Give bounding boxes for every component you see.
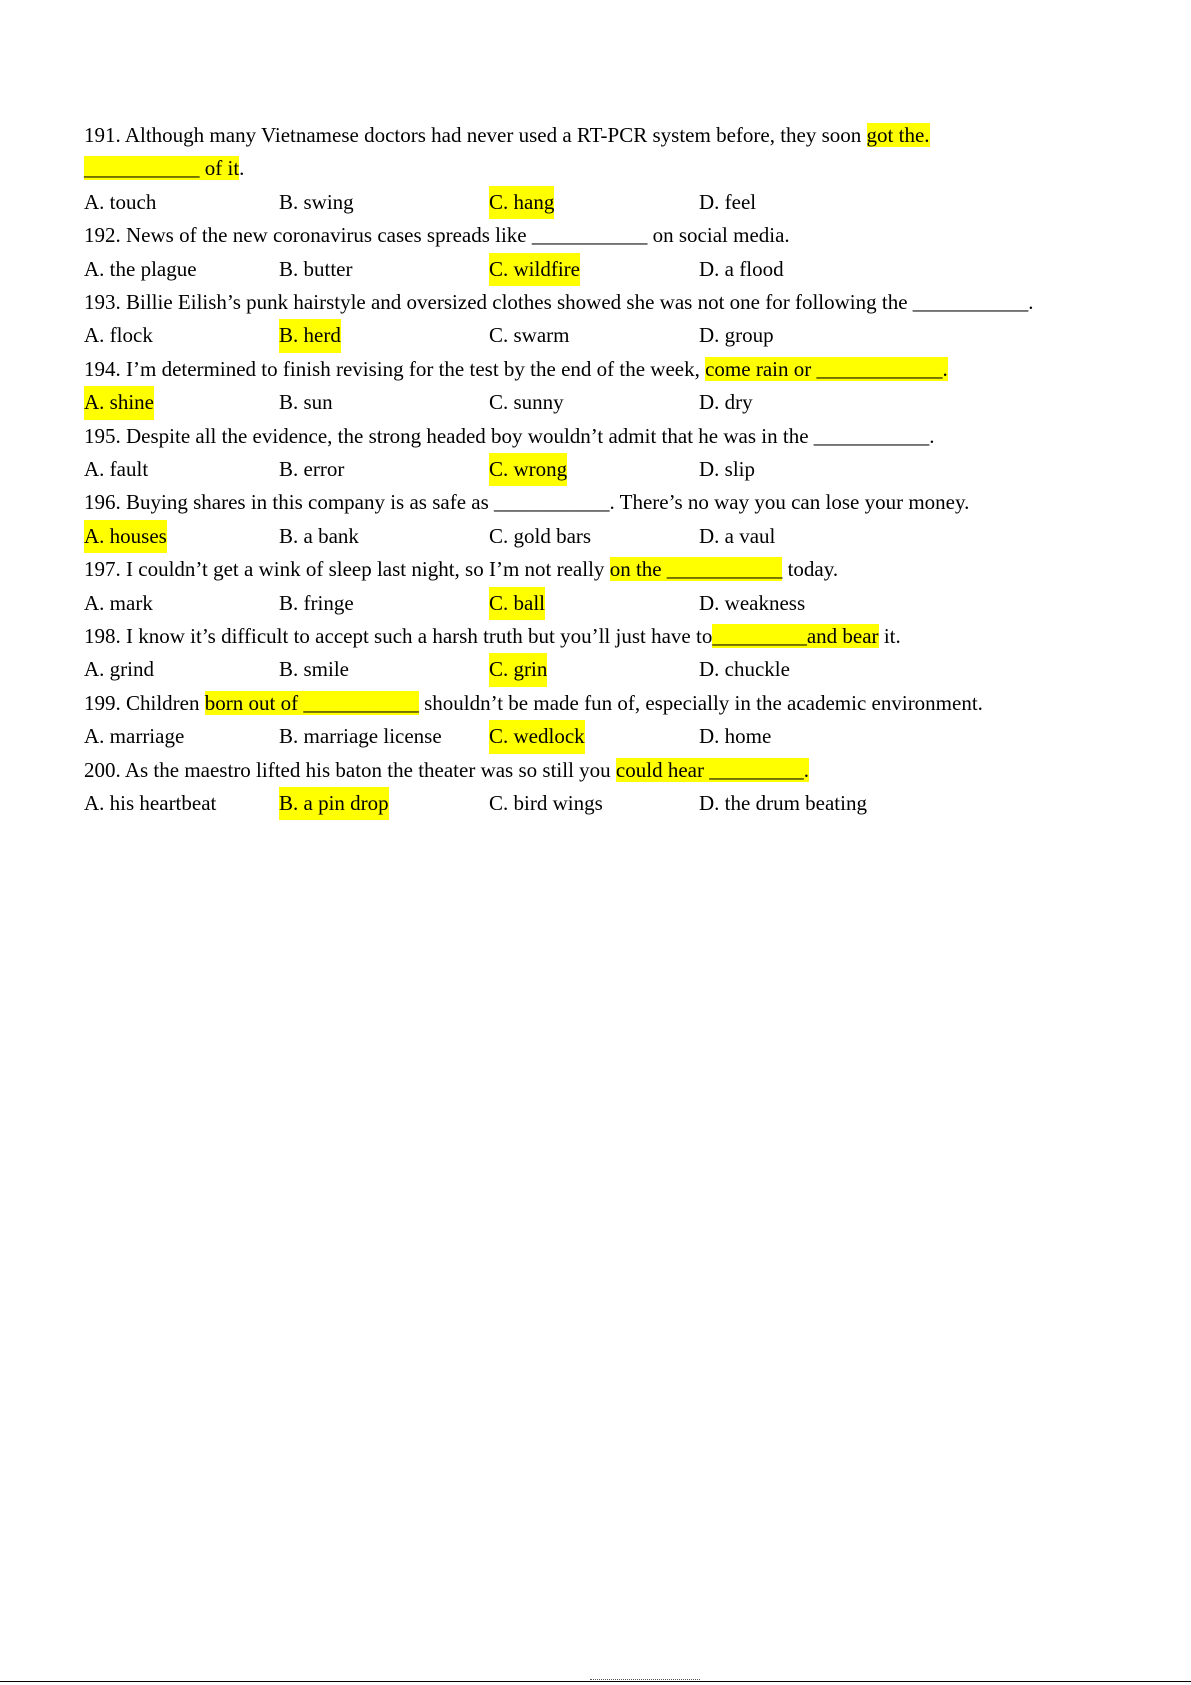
question-text: it. [878, 623, 901, 648]
options-199 [84, 720, 1144, 753]
option-b: B. error [279, 457, 345, 481]
options-191 [84, 186, 1144, 219]
option-a: A. fault [84, 457, 149, 481]
blank: ___________ [531, 223, 648, 248]
options-198 [84, 653, 1144, 686]
question-number: 200. [84, 757, 121, 782]
question-number: 194. [84, 356, 121, 381]
options-192 [84, 253, 1144, 286]
question-number: 191. [84, 123, 121, 147]
option-a-answer: A. shine [84, 386, 154, 419]
option-c: C. bird wings [489, 790, 603, 815]
question-number: 195. [84, 423, 121, 448]
option-a: A. grind [84, 657, 154, 682]
option-a: A. marriage [84, 724, 185, 749]
blank: ___________ [813, 423, 930, 448]
blank: _________ [712, 623, 807, 648]
question-text: . [929, 423, 935, 448]
highlighted-phrase: born out of ___________ [204, 690, 419, 715]
option-a: A. flock [84, 323, 153, 348]
option-d: D. dry [699, 390, 753, 415]
question-text: Buying shares in this company is as safe as [120, 490, 495, 515]
footer-dotted-segment [590, 1679, 700, 1684]
question-text: I couldn’t get a wink of sleep last night, so I’m not really [120, 557, 610, 582]
question-200 [84, 754, 1144, 787]
option-b: B. swing [279, 189, 354, 214]
option-c-answer: C. hang [489, 186, 554, 219]
question-199 [84, 687, 1144, 720]
highlighted-blank: ___________ [84, 156, 200, 181]
question-197 [84, 553, 1144, 586]
question-193 [84, 286, 1144, 319]
options-193 [84, 319, 1144, 352]
options-195 [84, 453, 1144, 486]
options-197 [84, 587, 1144, 620]
question-number: 197. [84, 557, 121, 582]
option-d: D. a flood [699, 256, 784, 281]
option-a: A. his heartbeat [84, 790, 217, 815]
blank: ___________ [494, 490, 610, 515]
question-text: As the maestro lifted his baton the theater was so still you [120, 757, 616, 782]
option-c-answer: C. wedlock [489, 720, 585, 753]
option-b-answer: B. herd [279, 319, 341, 352]
question-text: on social media. [647, 223, 790, 248]
question-192 [84, 219, 1144, 252]
question-text: . [239, 156, 245, 181]
highlighted-phrase: come rain or ____________. [705, 356, 948, 381]
question-text: . [1028, 290, 1034, 314]
option-c: C. gold bars [489, 523, 592, 548]
blank: ____________ [816, 356, 943, 381]
options-200 [84, 787, 1144, 820]
options-194 [84, 386, 1144, 419]
question-text: Although many Vietnamese doctors had never used a RT-PCR system before, they soon [120, 123, 867, 147]
option-d: D. feel [699, 189, 757, 214]
option-b: B. butter [279, 256, 353, 281]
option-c: C. sunny [489, 390, 564, 415]
question-text: News of the new coronavirus cases spreads like [120, 223, 532, 248]
option-d: D. slip [699, 457, 756, 481]
question-number: 196. [84, 490, 121, 515]
question-number: 199. [84, 690, 121, 715]
option-b: B. fringe [279, 590, 354, 615]
option-b: B. smile [279, 657, 350, 682]
options-196 [84, 520, 1144, 553]
option-a: A. mark [84, 590, 153, 615]
highlighted-phrase: on the ___________ [609, 557, 783, 582]
highlighted-phrase: of it [199, 156, 240, 181]
highlighted-phrase: could hear _________. [615, 757, 809, 782]
worksheet [84, 119, 1144, 820]
option-b: B. sun [279, 390, 333, 415]
option-c-answer: C. ball [489, 587, 545, 620]
option-d: D. the drum beating [699, 790, 867, 815]
option-a-answer: A. houses [84, 520, 167, 553]
option-b: B. marriage license [279, 724, 442, 749]
question-number: 193. [84, 290, 121, 314]
highlighted-phrase: _________and bear [712, 623, 879, 648]
option-a: A. touch [84, 189, 157, 214]
option-c-answer: C. grin [489, 653, 547, 686]
question-text: I know it’s difficult to accept such a harsh truth but you’ll just have to [120, 623, 713, 648]
question-text: Billie Eilish’s punk hairstyle and oversized clothes showed she was not one for following the [120, 290, 913, 314]
option-b: B. a bank [279, 523, 359, 548]
question-text: I’m determined to finish revising for the test by the end of the week, [120, 356, 706, 381]
question-195 [84, 420, 1144, 453]
option-c-answer: C. wrong [489, 453, 567, 486]
question-text: . There’s no way you can lose your money. [609, 490, 970, 515]
option-d: D. a vaul [699, 523, 776, 548]
blank: _________ [709, 757, 804, 782]
question-194 [84, 353, 1144, 386]
highlighted-phrase: got the. [866, 123, 930, 147]
option-d: D. chuckle [699, 657, 790, 682]
question-198 [84, 620, 1144, 653]
option-c-answer: C. wildfire [489, 253, 580, 286]
question-number: 198. [84, 623, 121, 648]
option-d: D. group [699, 323, 774, 348]
question-text: Despite all the evidence, the strong headed boy wouldn’t admit that he was in the [120, 423, 814, 448]
question-text: shouldn’t be made fun of, especially in the academic environment. [418, 690, 983, 715]
question-text: Children [120, 690, 205, 715]
question-text: today. [782, 557, 839, 582]
option-d: D. home [699, 724, 772, 749]
blank: ___________ [666, 557, 783, 582]
option-a: A. the plague [84, 256, 197, 281]
option-b-answer: B. a pin drop [279, 787, 389, 820]
question-191 [84, 119, 1144, 186]
question-196 [84, 486, 1144, 519]
blank: ___________ [303, 690, 419, 715]
option-d: D. weakness [699, 590, 806, 615]
blank: ___________ [912, 290, 1029, 314]
option-c: C. swarm [489, 323, 570, 348]
question-number: 192. [84, 223, 121, 248]
